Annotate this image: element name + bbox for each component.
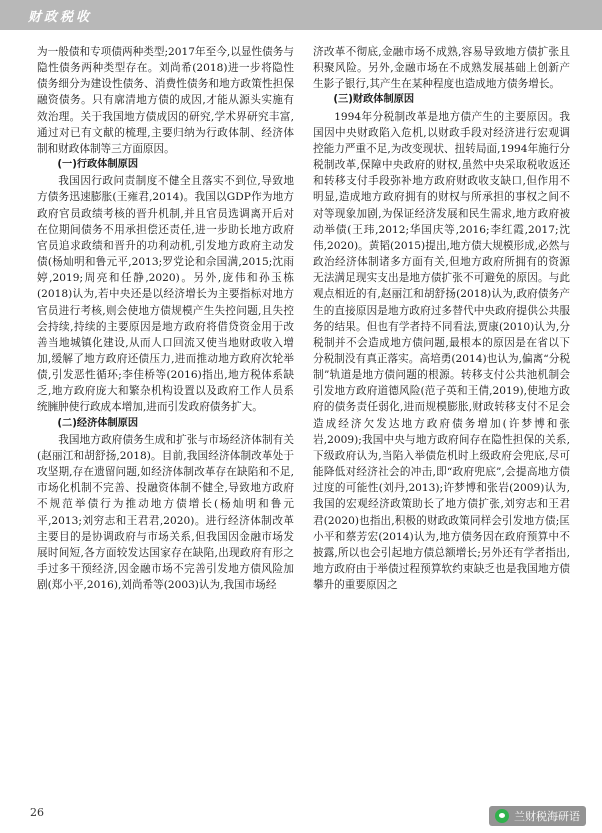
- journal-title: 财政税收: [28, 10, 93, 25]
- watermark: [489, 806, 586, 826]
- section-heading-administrative: (一)行政体制原因: [57, 159, 139, 171]
- paragraph: 为一般债和专项债两种类型;2017年至今,以显性债务与隐性债务两种类型存在。刘尚希(2018)进一步将隐性债务细分为建设性债务、消费性债务和地方政策性担保融资债务。只有廓清地方债的成因,才能从源头实施有效治理。关于我国地方债成因的研究,学术界研究丰富,通过对已有文献的梳理,主要归纳为行政体制、经济体制和财政体制等三方面原因。: [37, 46, 294, 155]
- section-heading-economic: (二)经济体制原因: [57, 417, 139, 429]
- page-header: [0, 0, 602, 30]
- paragraph: 我国因行政问责制度不健全且落实不到位,导致地方债务迅速膨胀(王雍君,2014)。我国以GDP作为地方政府官员政绩考核的晋升机制,并且官员选调离开后对在位期间债务不用承担偿还责任,进一步助长地方政府官员追求政绩和晋升的功利动机,引发地方政府主动发债(杨灿明和鲁元平,2013;罗党论和佘国满,2015;沈雨婷,2019;周亮和任静,2020)。另外,庞伟和孙玉栋(2018)认为,若中央还是以经济增长为主要指标对地方官员进行考核,则会使地方债规模产生失控问题,且失控会持续,持续的主要原因是地方政府将借贷资金用于改善当地城镇化建设,从而人口回流又使当地财政收入增加,缓解了地方政府还债压力,进而推动地方政府次轮举债,引发恶性循环;李佳桥等(2016)指出,地方税体系缺乏,地方政府庞大和繁杂机构设置以及政府工作人员系统臃肿使行政成本增加,进而引发政府债务扩大。: [37, 175, 294, 414]
- section-heading-fiscal: (三)财政体制原因: [333, 94, 415, 106]
- wechat-icon: [495, 809, 509, 823]
- paragraph: 济改革不彻底,金融市场不成熟,容易导致地方债扩张且积聚风险。另外,金融市场在不成熟发展基础上创新产生影子银行,其产生在某种程度也造成地方债务增长。: [313, 46, 570, 91]
- paragraph: 我国地方政府债务生成和扩张与市场经济体制有关(赵丽江和胡舒扬,2018)。目前,我国经济体制改革处于攻坚期,存在遗留问题,如经济体制改革存在缺陷和不足,市场化机制不完善、投融资体制不健全,导致地方政府不规范举债行为推动地方债增长(杨灿明和鲁元平,2013;刘穷志和王君君,2020)。进行经济体制改革主要目的是协调政府与市场关系,但我国因金融市场发展时间短,各方面较发达国家存在缺陷,出现政府有形之手过多干预经济,因金融市场不完善引发地方债风险加剧(郑小平,2016),刘尚希等(2003)认为,我国市场经: [37, 433, 294, 592]
- page-number: 26: [30, 806, 44, 819]
- right-column: [313, 44, 570, 593]
- paragraph: 1994年分税制改革是地方债产生的主要原因。我国因中央财政陷入危机,以财政手段对经济进行宏观调控能力严重不足,为改变现状、扭转局面,1994年施行分税制改革,保障中央政府的财权,虽然中央采取税收返还和转移支付手段弥补地方政府财政收支缺口,但作用不明显,造成地方政府拥有的财权与所承担的事权之间不对等现象加剧,为保证经济发展和民生需求,地方政府被动举债(王玮,2012;华国庆等,2016;李红霞,2017;沈伟,2020)。黄韬(2015)提出,地方债大规模形成,必然与政治经济体制诸多方面有关,但地方政府所拥有的资源无法满足现实支出是地方债扩张不可避免的原因。与此观点相近的有,赵丽江和胡舒扬(2018)认为,政府债务产生的直接原因是地方政府过多替代中央政府提供公共服务的结果。但也有学者持不同看法,贾康(2010)认为,分税制并不会造成地方债问题,最根本的原因是在省以下分税制没有真正落实。高培勇(2014)也认为,偏离“分税制”轨道是地方债问题的根源。转移支付公共池机制会引发地方政府道德风险(范子英和王倩,2019),使地方政府的债务责任弱化,进而规模膨胀,财政转移支付不足会造成经济欠发达地方政府债务增加(许梦博和张岩,2009);我国中央与地方政府间存在隐性担保的关系,下级政府认为,当陷入举债危机时上级政府会兜底,尽可能降低对经济社会的冲击,即“政府兜底”,会提高地方债过度的可能性(刘丹,2013);许梦博和张岩(2009)认为,我国的宏观经济政策助长了地方债扩张,刘穷志和王君君(2020)也指出,积极的财政政策同样会引发地方债;匡小平和蔡芳宏(2014)认为,地方债务因在政府预算中不披露,所以也会引起地方债总额增长;另外还有学者指出,地方政府由于举债过程预算软约束缺乏也是我国地方债攀升的重要原因之: [313, 110, 570, 592]
- left-column: [37, 44, 294, 593]
- watermark-text: 兰财税海研语: [514, 810, 580, 823]
